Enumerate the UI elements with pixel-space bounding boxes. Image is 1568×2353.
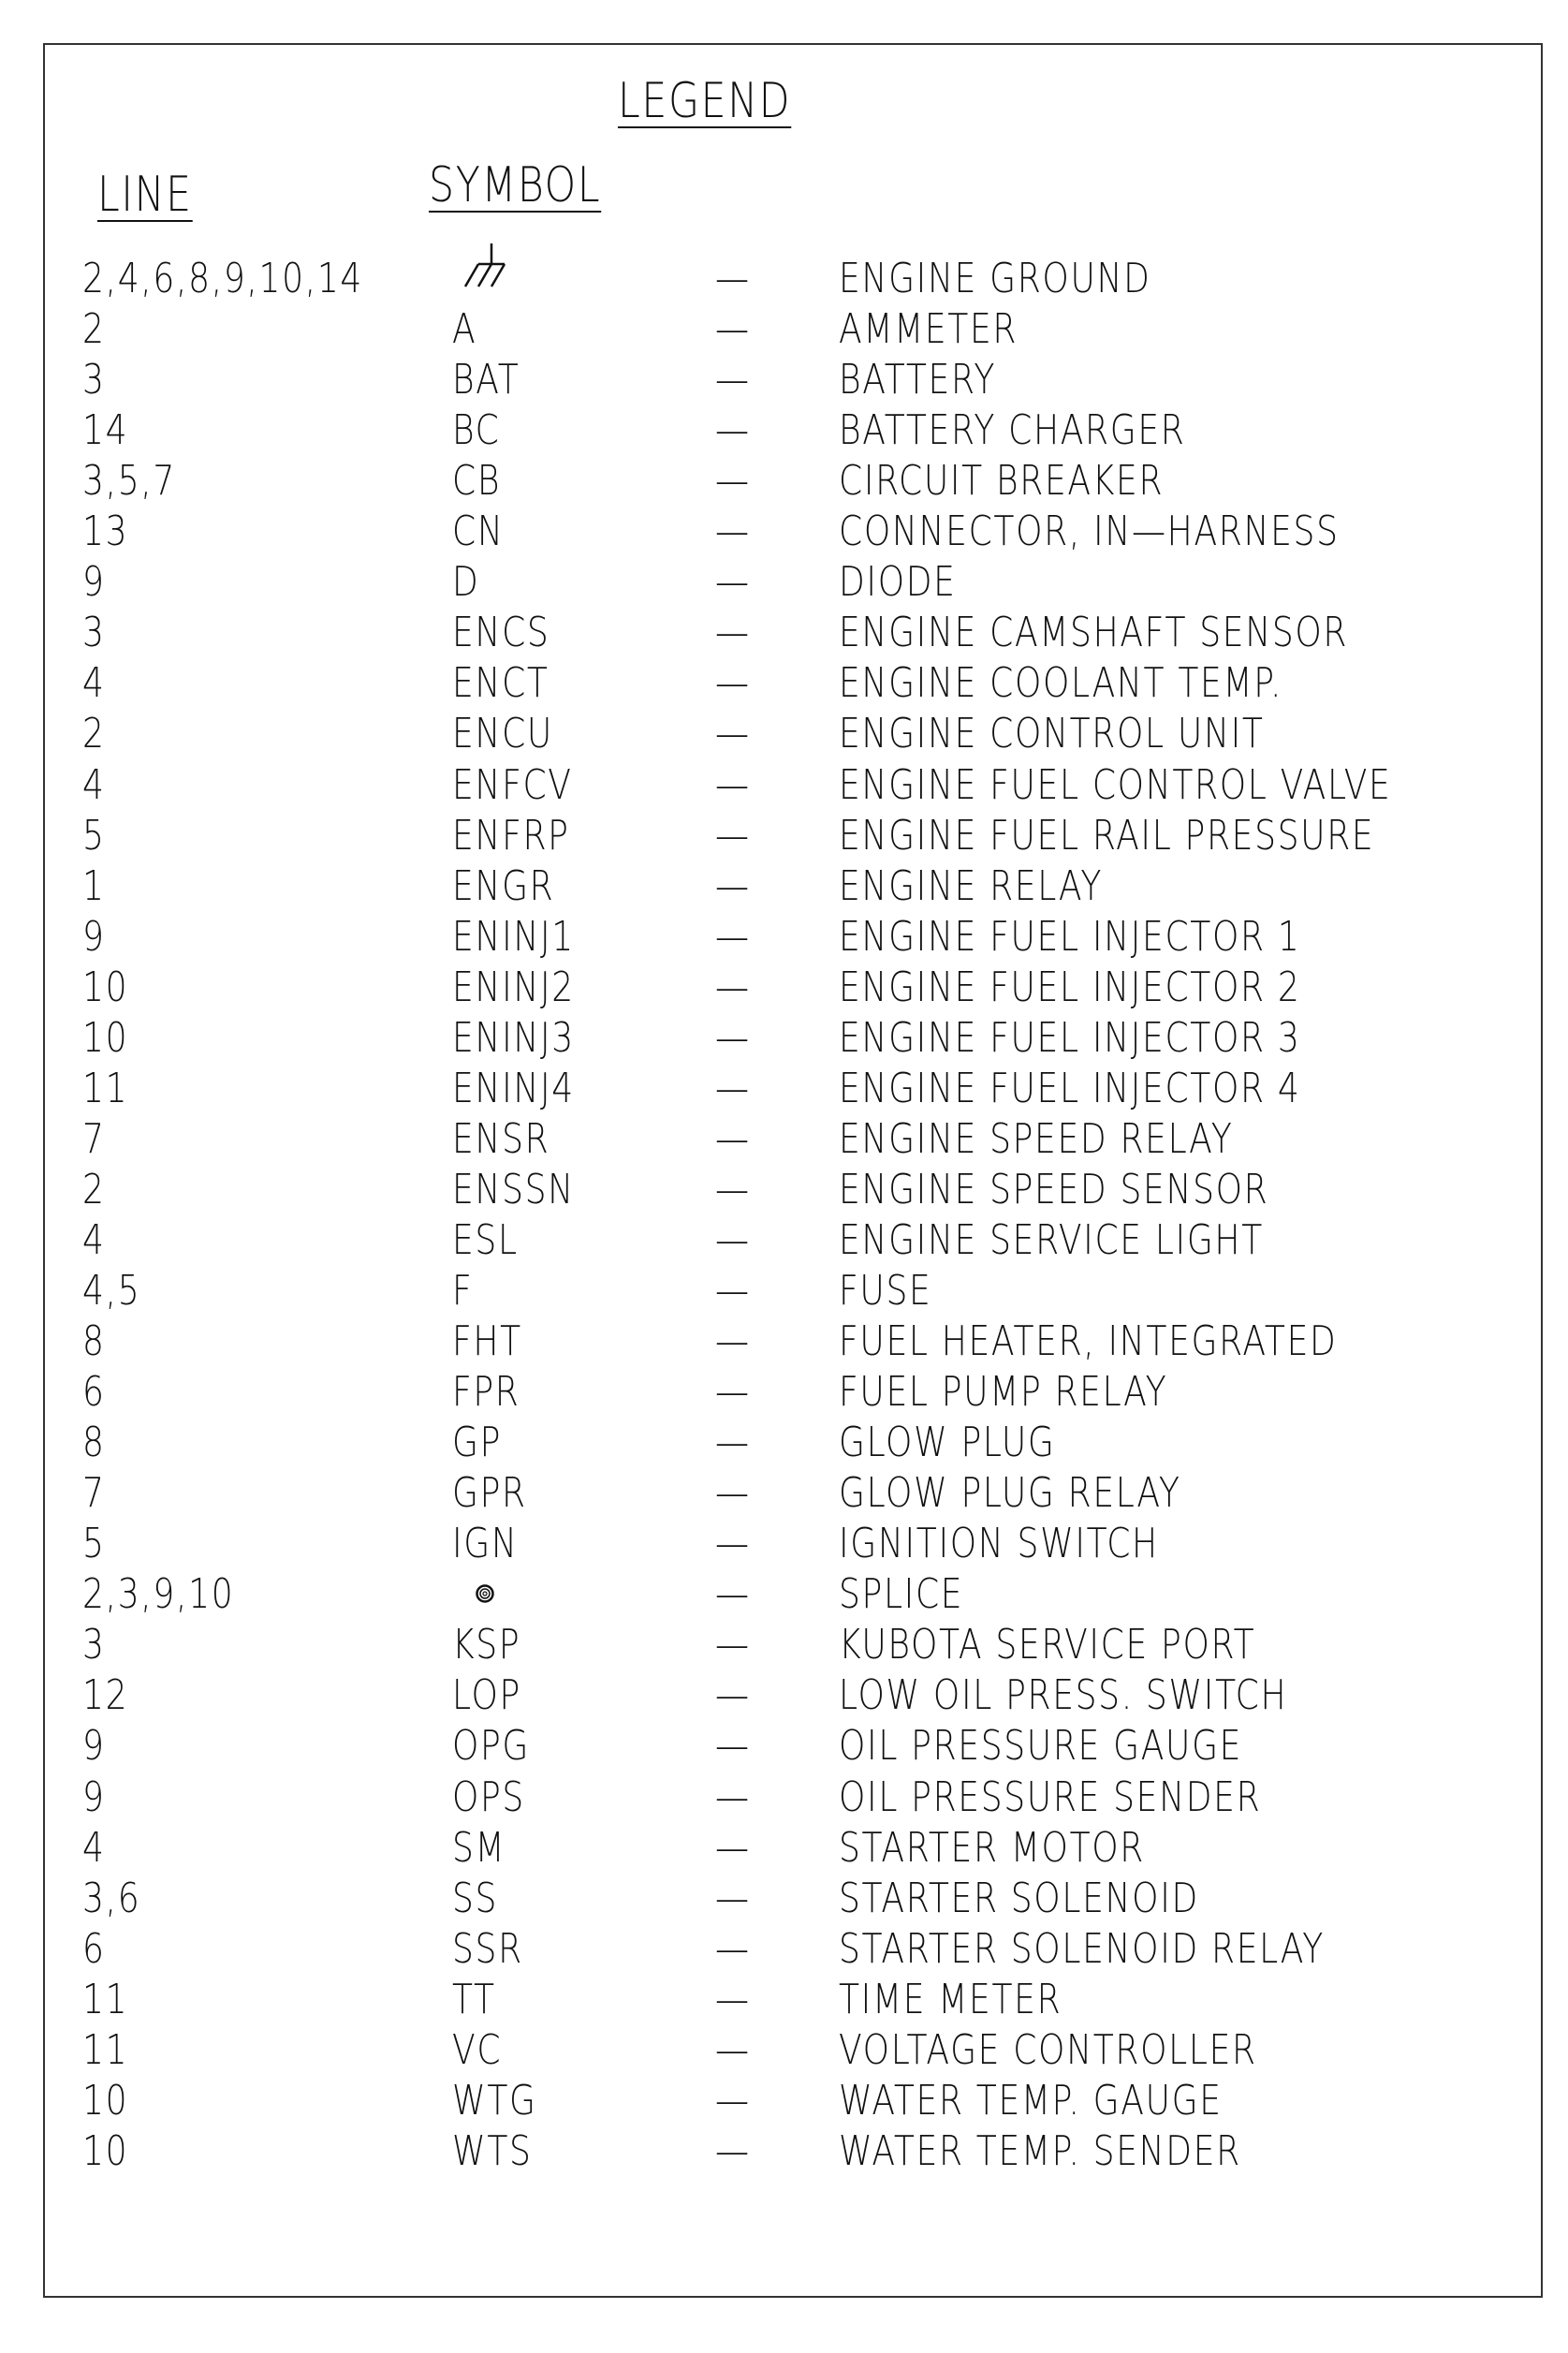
legend-row — [0, 912, 1568, 967]
legend-row — [0, 861, 1568, 917]
line-numbers: 2 — [82, 710, 106, 758]
separator-dash: — — [715, 760, 751, 809]
symbol-code: WTS — [452, 2126, 533, 2175]
symbol-code: ENINJ3 — [452, 1013, 575, 1062]
line-numbers: 6 — [82, 1924, 106, 1973]
legend-row — [0, 609, 1568, 663]
legend-row — [0, 659, 1568, 713]
symbol-code: CN — [452, 507, 505, 556]
legend-row — [0, 406, 1568, 461]
legend-row — [0, 1215, 1568, 1271]
line-numbers: 10 — [82, 2076, 129, 2125]
legend-row — [0, 1722, 1568, 1776]
legend-row — [0, 2076, 1568, 2131]
separator-dash: — — [715, 963, 751, 1011]
separator-dash: — — [715, 912, 751, 961]
separator-dash: — — [715, 1874, 751, 1922]
symbol-code: ENCT — [452, 659, 550, 708]
legend-row — [0, 1924, 1568, 1979]
separator-dash: — — [715, 1621, 751, 1669]
legend-row — [0, 356, 1568, 410]
component-description: ENGINE CAMSHAFT SENSOR — [839, 609, 1349, 657]
component-description: STARTER SOLENOID — [839, 1874, 1199, 1922]
line-numbers: 4,5 — [82, 1267, 141, 1315]
legend-row — [0, 558, 1568, 612]
separator-dash: — — [715, 1419, 751, 1467]
symbol-code: IGN — [452, 1520, 519, 1568]
line-numbers: 13 — [82, 507, 129, 556]
component-description: STARTER MOTOR — [839, 1823, 1146, 1872]
symbol-code: BAT — [452, 356, 520, 404]
component-description: BATTERY CHARGER — [839, 406, 1186, 455]
component-description: OIL PRESSURE GAUGE — [839, 1722, 1243, 1771]
separator-dash: — — [715, 406, 751, 455]
legend-row — [0, 1823, 1568, 1878]
component-description: ENGINE FUEL INJECTOR 3 — [839, 1013, 1301, 1062]
component-description: TIME METER — [839, 1975, 1062, 2023]
column-header-line: LINE — [97, 167, 193, 223]
line-numbers: 14 — [82, 406, 129, 455]
separator-dash: — — [715, 1317, 751, 1366]
symbol-code: ENFCV — [452, 760, 573, 809]
symbol-code: ENSR — [452, 1114, 550, 1163]
separator-dash: — — [715, 811, 751, 860]
line-numbers: 9 — [82, 912, 106, 961]
separator-dash: — — [715, 305, 751, 354]
component-description: ENGINE SERVICE LIGHT — [839, 1215, 1264, 1264]
separator-dash: — — [715, 255, 751, 302]
line-numbers: 11 — [82, 2025, 129, 2074]
separator-dash: — — [715, 1368, 751, 1417]
line-numbers: 11 — [82, 1064, 129, 1112]
legend-row — [0, 1064, 1568, 1119]
line-numbers: 7 — [82, 1114, 106, 1163]
line-numbers: 5 — [82, 1520, 106, 1568]
symbol-code: ENCU — [452, 710, 553, 758]
symbol-code: SS — [452, 1874, 499, 1922]
component-description: CIRCUIT BREAKER — [839, 457, 1165, 506]
legend-row — [0, 1520, 1568, 1574]
component-description: VOLTAGE CONTROLLER — [839, 2025, 1257, 2074]
symbol-code: FPR — [452, 1368, 520, 1417]
line-numbers: 8 — [82, 1419, 106, 1467]
separator-dash: — — [715, 2126, 751, 2175]
component-description: ENGINE SPEED SENSOR — [839, 1165, 1269, 1213]
line-numbers: 11 — [82, 1975, 129, 2023]
legend-row — [0, 457, 1568, 511]
separator-dash: — — [715, 1064, 751, 1112]
separator-dash: — — [715, 356, 751, 404]
legend-row — [0, 811, 1568, 866]
legend-row — [0, 1772, 1568, 1828]
symbol-code: TT — [452, 1975, 496, 2023]
symbol-code: CB — [452, 457, 502, 506]
line-numbers: 3,6 — [82, 1874, 141, 1922]
legend-row — [0, 1419, 1568, 1473]
legend-row — [0, 1570, 1568, 1625]
component-description: WATER TEMP. GAUGE — [839, 2076, 1223, 2125]
separator-dash: — — [715, 710, 751, 758]
legend-row — [0, 710, 1568, 764]
line-numbers: 8 — [82, 1317, 106, 1366]
line-numbers: 9 — [82, 558, 106, 607]
line-numbers: 10 — [82, 2126, 129, 2175]
legend-row — [0, 1267, 1568, 1321]
separator-dash: — — [715, 609, 751, 657]
line-numbers: 3 — [82, 1621, 106, 1669]
component-description: ENGINE FUEL CONTROL VALVE — [839, 760, 1392, 809]
separator-dash: — — [715, 1520, 751, 1568]
line-numbers: 9 — [82, 1772, 106, 1821]
symbol-code: ENCS — [452, 609, 550, 657]
symbol-code: BC — [452, 406, 501, 455]
separator-dash: — — [715, 2025, 751, 2074]
component-description: SPLICE — [839, 1570, 964, 1619]
symbol-code: GPR — [452, 1469, 527, 1518]
component-description: ENGINE FUEL RAIL PRESSURE — [839, 811, 1375, 860]
component-description: WATER TEMP. SENDER — [839, 2126, 1241, 2175]
line-numbers: 9 — [82, 1722, 106, 1771]
legend-row — [0, 1975, 1568, 2030]
symbol-code: ENFRP — [452, 811, 570, 860]
symbol-code: ENGR — [452, 861, 555, 910]
legend-row — [0, 1165, 1568, 1220]
legend-row — [0, 305, 1568, 360]
symbol-code: SM — [452, 1823, 506, 1872]
column-header-symbol: SYMBOL — [429, 157, 602, 213]
symbol-code: SSR — [452, 1924, 523, 1973]
legend-row — [0, 1368, 1568, 1422]
separator-dash: — — [715, 861, 751, 910]
symbol-code: ENINJ2 — [452, 963, 575, 1011]
line-numbers: 2 — [82, 1165, 106, 1213]
separator-dash: — — [715, 1469, 751, 1518]
legend-row — [0, 1317, 1568, 1372]
separator-dash: — — [715, 1722, 751, 1771]
separator-dash: — — [715, 1013, 751, 1062]
line-numbers: 6 — [82, 1368, 106, 1417]
ground-icon — [462, 242, 506, 298]
separator-dash: — — [715, 558, 751, 607]
line-numbers: 2 — [82, 305, 106, 354]
component-description: FUEL PUMP RELAY — [839, 1368, 1168, 1417]
line-numbers: 4 — [82, 1215, 106, 1264]
line-numbers: 4 — [82, 760, 106, 809]
separator-dash: — — [715, 457, 751, 506]
legend-row — [0, 2025, 1568, 2081]
line-numbers: 3,5,7 — [82, 457, 177, 506]
component-description: FUSE — [839, 1267, 932, 1315]
component-description: GLOW PLUG — [839, 1419, 1056, 1467]
symbol-code: ESL — [452, 1215, 519, 1264]
component-description: ENGINE FUEL INJECTOR 1 — [839, 912, 1301, 961]
separator-dash: — — [715, 1215, 751, 1264]
line-numbers: 10 — [82, 963, 129, 1011]
separator-dash: — — [715, 507, 751, 556]
splice-icon — [476, 1583, 494, 1608]
separator-dash: — — [715, 1570, 751, 1619]
separator-dash: — — [715, 1114, 751, 1163]
legend-row — [0, 507, 1568, 562]
component-description: AMMETER — [839, 305, 1018, 354]
component-description: ENGINE FUEL INJECTOR 4 — [839, 1064, 1301, 1112]
legend-row — [0, 1013, 1568, 1068]
separator-dash: — — [715, 1165, 751, 1213]
component-description: ENGINE COOLANT TEMP. — [839, 659, 1283, 708]
symbol-code: GP — [452, 1419, 503, 1467]
symbol-code: ENSSN — [452, 1165, 575, 1213]
component-description: BATTERY — [839, 356, 997, 404]
legend-row — [0, 1469, 1568, 1523]
line-numbers: 5 — [82, 811, 106, 860]
legend-row — [0, 255, 1568, 309]
line-numbers: 4 — [82, 1823, 106, 1872]
component-description: LOW OIL PRESS. SWITCH — [839, 1671, 1288, 1720]
line-numbers: 7 — [82, 1469, 106, 1518]
separator-dash: — — [715, 1823, 751, 1872]
line-numbers: 2,4,6,8,9,10,14 — [82, 255, 364, 302]
component-description: KUBOTA SERVICE PORT — [839, 1621, 1256, 1669]
legend-row — [0, 1874, 1568, 1929]
symbol-code: ENINJ1 — [452, 912, 575, 961]
line-numbers: 1 — [82, 861, 106, 910]
line-numbers: 3 — [82, 356, 106, 404]
symbol-code: WTG — [452, 2076, 537, 2125]
separator-dash: — — [715, 1267, 751, 1315]
symbol-code: OPS — [452, 1772, 525, 1821]
separator-dash: — — [715, 1671, 751, 1720]
legend-row — [0, 1621, 1568, 1675]
symbol-code: ENINJ4 — [452, 1064, 575, 1112]
legend-row — [0, 760, 1568, 816]
component-description: FUEL HEATER, INTEGRATED — [839, 1317, 1338, 1366]
line-numbers: 10 — [82, 1013, 129, 1062]
separator-dash: — — [715, 659, 751, 708]
component-description: STARTER SOLENOID RELAY — [839, 1924, 1325, 1973]
component-description: CONNECTOR, IN—HARNESS — [839, 507, 1340, 556]
separator-dash: — — [715, 2076, 751, 2125]
separator-dash: — — [715, 1772, 751, 1821]
separator-dash: — — [715, 1924, 751, 1973]
line-numbers: 2,3,9,10 — [82, 1570, 235, 1619]
line-numbers: 4 — [82, 659, 106, 708]
symbol-code: KSP — [452, 1621, 521, 1669]
symbol-code: VC — [452, 2025, 503, 2074]
component-description: ENGINE RELAY — [839, 861, 1104, 910]
legend-row — [0, 1114, 1568, 1169]
component-description: OIL PRESSURE SENDER — [839, 1772, 1262, 1821]
legend-title: LEGEND — [618, 73, 792, 129]
component-description: GLOW PLUG RELAY — [839, 1469, 1181, 1518]
symbol-code: LOP — [452, 1671, 521, 1720]
line-numbers: 3 — [82, 609, 106, 657]
separator-dash: — — [715, 1975, 751, 2023]
symbol-code: F — [452, 1267, 474, 1315]
symbol-code: D — [452, 558, 480, 607]
symbol-code: A — [452, 305, 477, 354]
component-description: ENGINE SPEED RELAY — [839, 1114, 1234, 1163]
component-description: ENGINE CONTROL UNIT — [839, 710, 1265, 758]
legend-row — [0, 1671, 1568, 1726]
component-description: ENGINE GROUND — [839, 255, 1151, 302]
line-numbers: 12 — [82, 1671, 129, 1720]
legend-row — [0, 2126, 1568, 2182]
component-description: IGNITION SWITCH — [839, 1520, 1159, 1568]
symbol-code: FHT — [452, 1317, 522, 1366]
component-description: ENGINE FUEL INJECTOR 2 — [839, 963, 1301, 1011]
component-description: DIODE — [839, 558, 957, 607]
symbol-code: OPG — [452, 1722, 531, 1771]
legend-row — [0, 963, 1568, 1018]
